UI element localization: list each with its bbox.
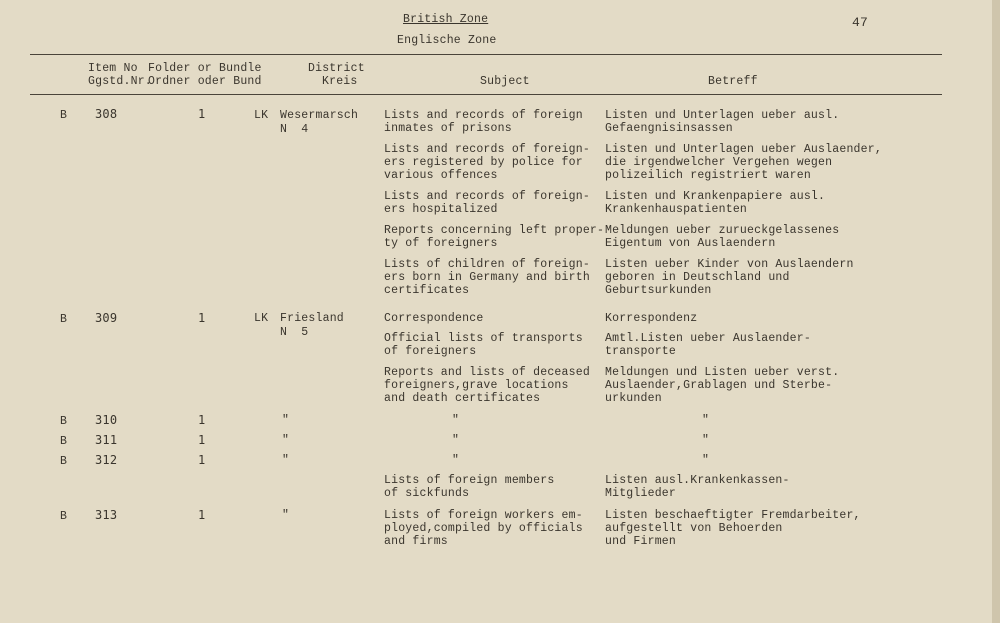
betreff-line: Meldungen und Listen ueber verst.: [605, 366, 840, 379]
col-item-de: Ggstd.Nr.: [88, 75, 152, 88]
row-prefix: B: [60, 435, 68, 448]
subject-line: Lists of foreign members: [384, 474, 555, 487]
subject-line: Correspondence: [384, 312, 484, 325]
betreff-line: die irgendwelcher Vergehen wegen: [605, 156, 833, 169]
betreff-line: Listen beschaeftigter Fremdarbeiter,: [605, 509, 861, 522]
betreff-line: Listen und Unterlagen ueber Auslaender,: [605, 143, 882, 156]
betreff-line: Eigentum von Auslaendern: [605, 237, 776, 250]
row-prefix: B: [60, 109, 68, 122]
subject-line: ployed,compiled by officials: [384, 522, 583, 535]
subject-line: various offences: [384, 169, 498, 182]
lk-label: LK: [254, 109, 269, 122]
ditto-mark: ": [702, 454, 710, 467]
page-number: 47: [852, 15, 869, 30]
betreff-line: polizeilich registriert waren: [605, 169, 811, 182]
district-code: N 4: [280, 123, 309, 136]
col-subject: Subject: [480, 75, 530, 88]
betreff-line: Amtl.Listen ueber Auslaender-: [605, 332, 811, 345]
row-prefix: B: [60, 510, 68, 523]
betreff-line: und Firmen: [605, 535, 677, 548]
betreff-line: transporte: [605, 345, 677, 358]
subject-line: ers registered by police for: [384, 156, 583, 169]
betreff-line: Listen und Unterlagen ueber ausl.: [605, 109, 840, 122]
row-prefix: B: [60, 455, 68, 468]
betreff-line: Listen ueber Kinder von Auslaendern: [605, 258, 854, 271]
header-rule-top: [30, 54, 942, 55]
betreff-line: Meldungen ueber zurueckgelassenes: [605, 224, 840, 237]
subject-line: Reports concerning left proper-: [384, 224, 605, 237]
item-number: 310: [95, 413, 118, 427]
betreff-line: Korrespondenz: [605, 312, 698, 325]
subject-line: of foreigners: [384, 345, 477, 358]
ditto-mark: ": [452, 434, 460, 447]
subject-line: foreigners,grave locations: [384, 379, 569, 392]
item-number: 313: [95, 508, 118, 522]
col-folder-en: Folder or Bundle: [148, 62, 262, 75]
col-folder-de: Ordner oder Bund: [148, 75, 262, 88]
subject-line: of sickfunds: [384, 487, 470, 500]
district-name: Friesland: [280, 312, 344, 325]
subject-line: Lists and records of foreign-: [384, 190, 590, 203]
col-item-en: Item No: [88, 62, 138, 75]
row-prefix: B: [60, 313, 68, 326]
subject-line: Lists of foreign workers em-: [384, 509, 583, 522]
betreff-line: geboren in Deutschland und: [605, 271, 790, 284]
betreff-line: aufgestellt von Behoerden: [605, 522, 783, 535]
zone-subtitle: Englische Zone: [397, 34, 497, 47]
folder-number: 1: [198, 107, 206, 121]
betreff-line: Auslaender,Grablagen und Sterbe-: [605, 379, 833, 392]
col-district-en: District: [308, 62, 365, 75]
folder-number: 1: [198, 508, 206, 522]
ditto-mark: ": [452, 414, 460, 427]
betreff-line: Mitglieder: [605, 487, 677, 500]
ditto-mark: ": [282, 434, 290, 447]
subject-line: Reports and lists of deceased: [384, 366, 590, 379]
district-code: N 5: [280, 326, 309, 339]
subject-line: Lists and records of foreign-: [384, 143, 590, 156]
betreff-line: Listen und Krankenpapiere ausl.: [605, 190, 826, 203]
betreff-line: urkunden: [605, 392, 662, 405]
subject-line: and death certificates: [384, 392, 541, 405]
district-name: Wesermarsch: [280, 109, 359, 122]
folder-number: 1: [198, 453, 206, 467]
ditto-mark: ": [282, 509, 290, 522]
subject-line: ers born in Germany and birth: [384, 271, 590, 284]
subject-line: inmates of prisons: [384, 122, 512, 135]
item-number: 311: [95, 433, 118, 447]
header-rule-bottom: [30, 94, 942, 95]
subject-line: ty of foreigners: [384, 237, 498, 250]
ditto-mark: ": [702, 434, 710, 447]
subject-line: certificates: [384, 284, 470, 297]
betreff-line: Gefaengnisinsassen: [605, 122, 733, 135]
subject-line: Lists of children of foreign-: [384, 258, 590, 271]
subject-line: Official lists of transports: [384, 332, 583, 345]
subject-line: and firms: [384, 535, 448, 548]
subject-line: ers hospitalized: [384, 203, 498, 216]
item-number: 312: [95, 453, 118, 467]
ditto-mark: ": [702, 414, 710, 427]
col-betreff: Betreff: [708, 75, 758, 88]
zone-title: British Zone: [403, 13, 489, 26]
col-district-de: Kreis: [322, 75, 358, 88]
item-number: 308: [95, 107, 118, 121]
betreff-line: Geburtsurkunden: [605, 284, 712, 297]
ditto-mark: ": [452, 454, 460, 467]
ditto-mark: ": [282, 414, 290, 427]
betreff-line: Listen ausl.Krankenkassen-: [605, 474, 790, 487]
page-edge: [992, 0, 1000, 623]
folder-number: 1: [198, 311, 206, 325]
subject-line: Lists and records of foreign: [384, 109, 583, 122]
row-prefix: B: [60, 415, 68, 428]
item-number: 309: [95, 311, 118, 325]
folder-number: 1: [198, 413, 206, 427]
folder-number: 1: [198, 433, 206, 447]
betreff-line: Krankenhauspatienten: [605, 203, 748, 216]
ditto-mark: ": [282, 454, 290, 467]
lk-label: LK: [254, 312, 269, 325]
